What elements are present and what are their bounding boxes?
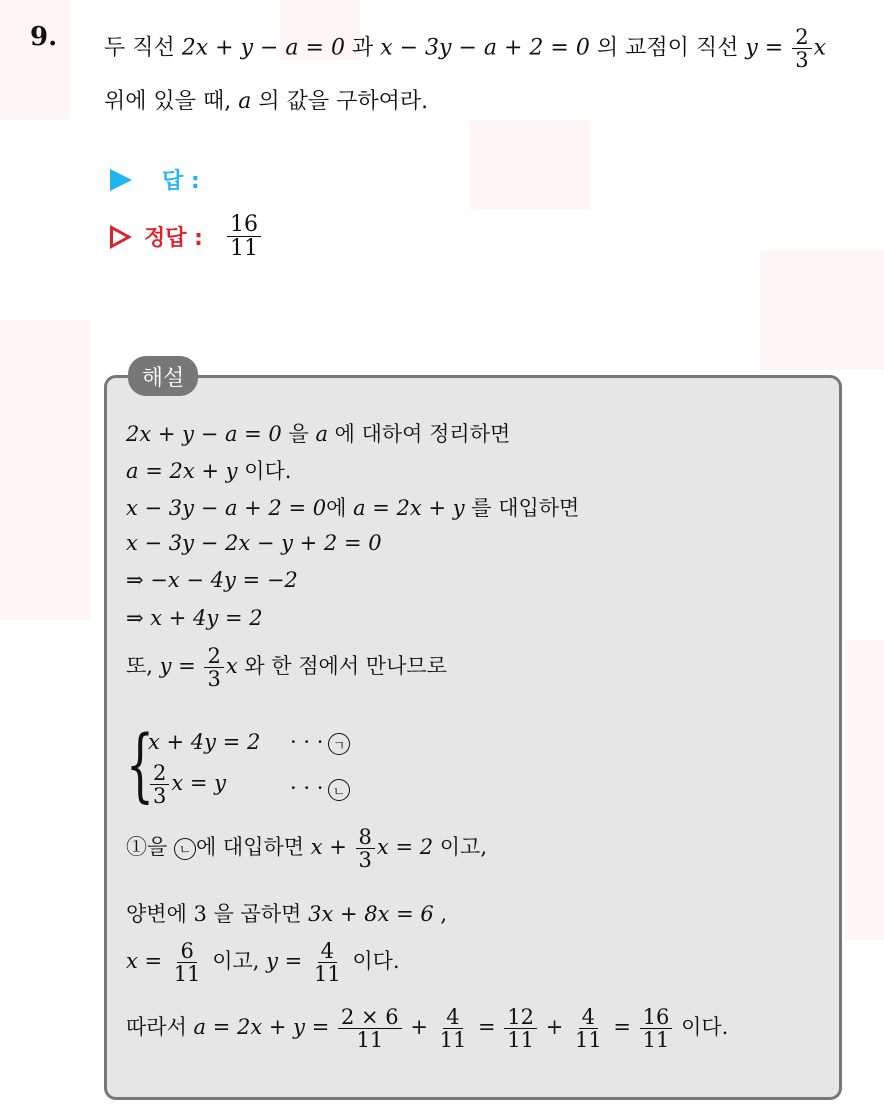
fraction — [171, 940, 204, 985]
fraction — [150, 762, 169, 807]
fraction — [504, 1006, 537, 1051]
text: 이고, — [205, 949, 267, 974]
problem-text: 과 — [344, 35, 381, 61]
equation: x + 4y = 2 — [148, 730, 261, 754]
fraction — [356, 826, 375, 871]
solution-line-7 — [126, 645, 447, 690]
text: 을 — [147, 835, 174, 860]
solution-line-9 — [126, 898, 447, 928]
problem-text: 두 직선 — [104, 35, 182, 61]
fraction — [311, 940, 344, 985]
equation-1: 2x + y − a = 0 — [181, 35, 345, 61]
operator: = — [606, 1015, 638, 1040]
solution-line-2 — [126, 455, 291, 485]
background-block — [0, 320, 90, 620]
text: 을 — [281, 422, 316, 446]
fraction-denominator: 11 — [356, 1028, 384, 1053]
fraction-denominator: 3 — [153, 784, 167, 809]
operator: + — [539, 1015, 570, 1040]
variable-x: x — [813, 35, 826, 61]
system-line-2 — [148, 761, 346, 809]
variable-a: a — [315, 422, 328, 446]
text: 이고, — [433, 835, 488, 860]
fraction-numerator: 4 — [579, 1006, 598, 1029]
text: 와 한 점에서 만나므로 — [237, 654, 447, 679]
variable-a: a — [238, 89, 252, 114]
problem-text: 의 값을 구하여라. — [251, 89, 429, 114]
background-block — [0, 0, 70, 120]
circled-mark: ㄱ — [328, 733, 350, 755]
fraction-numerator: 4 — [318, 940, 337, 963]
background-block — [845, 640, 884, 940]
solution-line-4: x − 3y − 2x − y + 2 = 0 — [126, 531, 382, 555]
solution-line-6: ⇒ x + 4y = 2 — [126, 606, 263, 630]
background-block — [760, 250, 884, 370]
equation: 2x + y − a = 0 — [126, 422, 282, 446]
correct-answer-row — [110, 213, 263, 260]
solution-line-8 — [126, 826, 487, 871]
text: 또, — [126, 654, 160, 679]
answer-row — [110, 164, 200, 195]
left-brace: { — [126, 718, 154, 811]
outline-play-icon — [110, 225, 132, 249]
equation: x = 2 — [376, 835, 434, 860]
fraction-denominator: 11 — [173, 962, 201, 987]
text: 이다. — [674, 1015, 729, 1040]
line-equation: y = — [745, 35, 791, 61]
solution-line-1 — [126, 418, 510, 448]
fraction-denominator: 11 — [574, 1028, 602, 1053]
fraction-numerator: 4 — [443, 1006, 462, 1029]
problem-text: 의 교점이 직선 — [589, 35, 746, 61]
problem-number: 9. — [30, 22, 58, 52]
system-line-1 — [148, 730, 346, 754]
fraction — [640, 1006, 673, 1051]
text: 따라서 — [126, 1015, 194, 1040]
fraction-denominator: 3 — [207, 667, 221, 692]
equation: 3x + 8x = 6 — [308, 902, 434, 926]
fraction-numerator: 8 — [356, 826, 375, 849]
equation: a = 2x + y — [126, 459, 238, 483]
fraction-denominator: 11 — [313, 962, 341, 987]
ellipsis: · · · — [290, 730, 324, 754]
fraction-denominator: 3 — [795, 48, 809, 73]
fraction-denominator: 11 — [507, 1028, 535, 1053]
equation-2: x − 3y − a + 2 = 0 — [380, 35, 590, 61]
fraction-denominator: 11 — [642, 1028, 670, 1053]
correct-answer-value — [227, 213, 261, 260]
fraction-numerator: 6 — [177, 940, 196, 963]
problem-text-line-1 — [104, 26, 826, 71]
text: 에 대하여 정리하면 — [327, 422, 511, 446]
variable-x: x — [225, 654, 238, 679]
fraction-numerator: 2 — [150, 762, 169, 785]
solution-line-5: ⇒ −x − 4y = −2 — [126, 568, 298, 592]
equation: x = y — [171, 771, 227, 796]
problem-text-line-2 — [104, 84, 428, 115]
fraction-numerator: 12 — [504, 1006, 537, 1029]
solution-line-10 — [126, 940, 400, 985]
operator: + — [403, 1015, 435, 1040]
answer-label: 답 : — [162, 169, 200, 194]
fraction-numerator: 2 — [204, 645, 223, 668]
fraction-numerator: 16 — [640, 1006, 673, 1029]
solution-tag: 해설 — [128, 356, 198, 396]
circled-mark: ㄴ — [328, 779, 350, 801]
equation: y = — [266, 949, 309, 974]
equation: x + — [310, 835, 354, 860]
equation: a = 2x + y — [353, 496, 465, 520]
circled-number: ① — [126, 835, 147, 860]
solution-line-11 — [126, 1006, 728, 1051]
text: 양변에 3 을 곱하면 — [126, 902, 309, 926]
fraction — [204, 645, 223, 690]
text: 를 대입하면 — [464, 496, 580, 520]
text: 에 대입하면 — [195, 835, 311, 860]
text: 이다. — [237, 459, 292, 483]
text: 이다. — [345, 949, 400, 974]
play-icon — [110, 169, 132, 191]
operator: = — [471, 1015, 503, 1040]
fraction — [338, 1006, 402, 1051]
text: 에 — [326, 496, 354, 520]
answer-denominator: 11 — [229, 236, 258, 262]
circled-mark: ㄴ — [174, 838, 196, 860]
ellipsis: · · · — [290, 776, 324, 800]
solution-line-3 — [126, 492, 579, 522]
fraction-denominator: 3 — [358, 848, 372, 873]
answer-numerator: 16 — [227, 213, 261, 237]
text: , — [433, 902, 448, 926]
equation: x − 3y − a + 2 = 0 — [126, 496, 327, 520]
fraction-numerator: 2 × 6 — [338, 1006, 402, 1029]
equation: y = — [159, 654, 203, 679]
fraction — [792, 26, 811, 71]
equation: x = — [126, 949, 169, 974]
fraction-denominator: 11 — [439, 1028, 467, 1053]
equation: a = 2x + y = — [193, 1015, 336, 1040]
background-block — [470, 120, 590, 210]
problem-text: 위에 있을 때, — [104, 89, 239, 114]
fraction-numerator: 2 — [792, 26, 811, 49]
fraction — [437, 1006, 470, 1051]
correct-answer-label: 정답 : — [144, 226, 203, 252]
fraction — [572, 1006, 605, 1051]
